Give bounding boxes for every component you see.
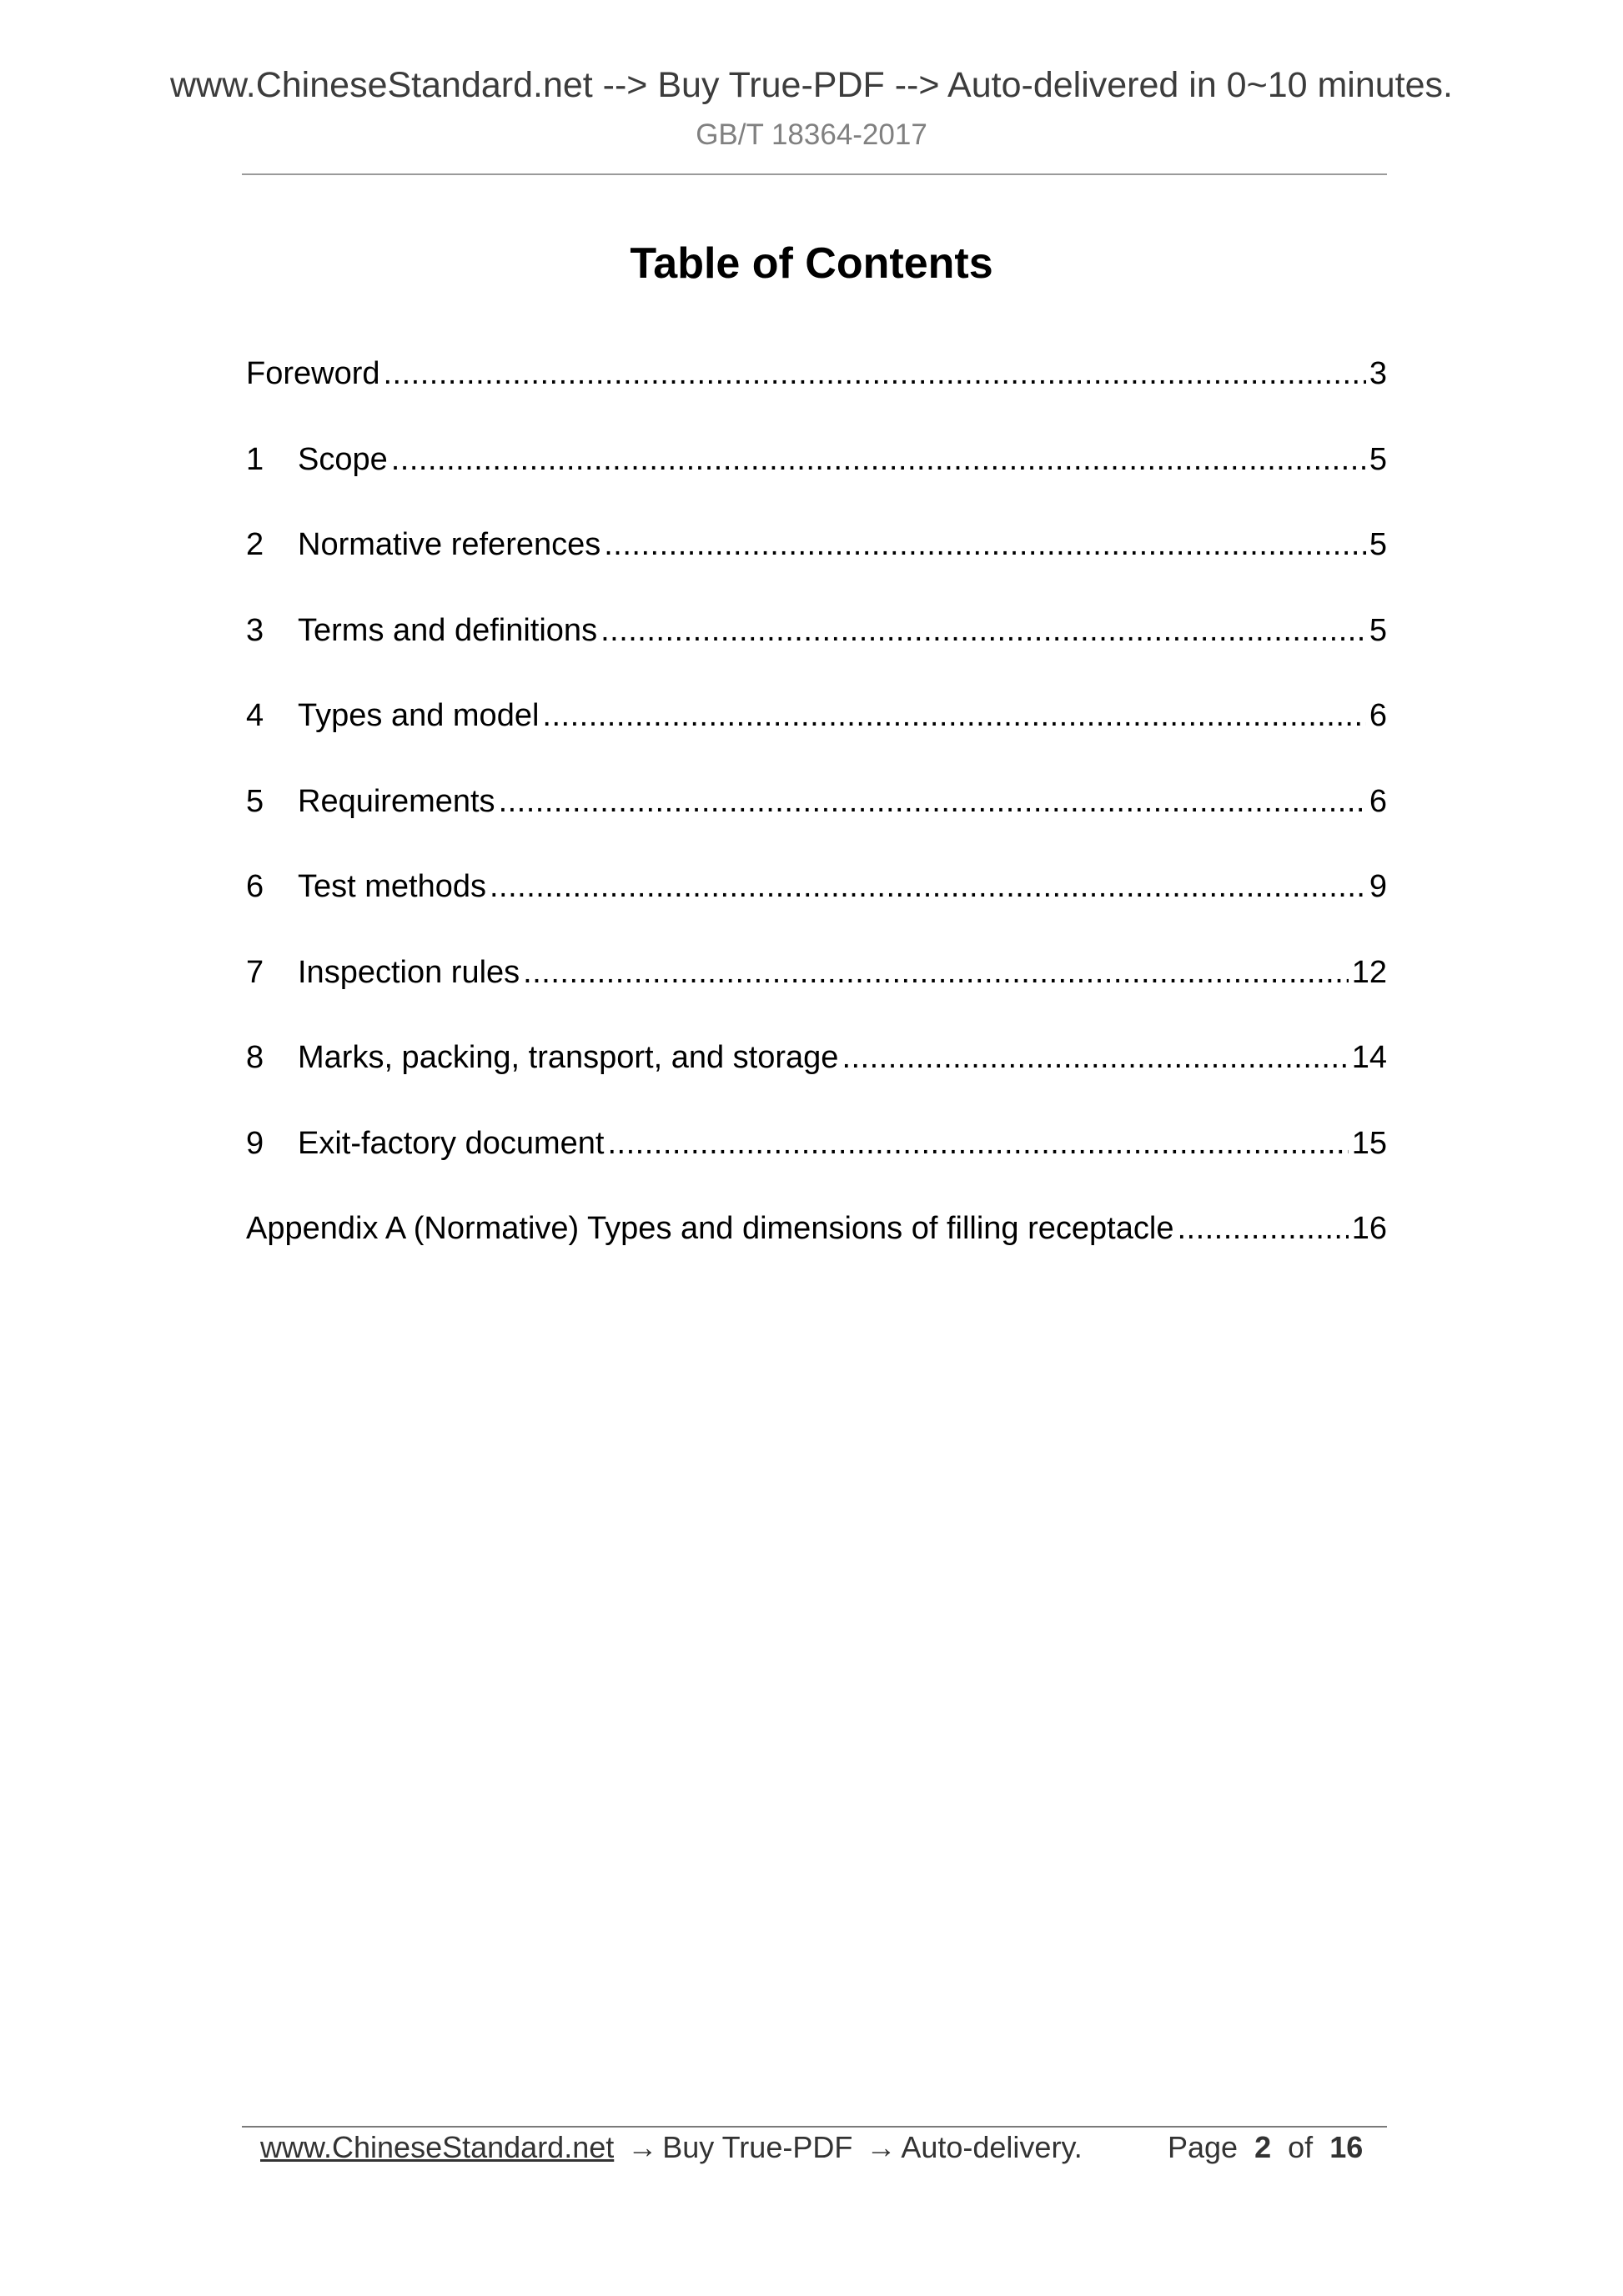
footer-site-link[interactable]: www.ChineseStandard.net <box>260 2130 615 2164</box>
toc-entry-types-and-model[interactable] <box>246 691 1387 776</box>
toc-dot-leader <box>499 776 1366 826</box>
toc-dot-leader <box>523 947 1349 997</box>
toc-label: Appendix A (Normative) Types and dimensions of filling receptacle <box>246 1211 1174 1246</box>
current-page-number: 2 <box>1254 2130 1272 2164</box>
toc-number: 3 <box>246 612 264 648</box>
toc-dot-leader <box>384 349 1366 399</box>
toc-dot-leader <box>607 1118 1348 1168</box>
toc-entry-inspection-rules[interactable] <box>246 947 1387 1033</box>
toc-number: 6 <box>246 869 264 904</box>
toc-label: Scope <box>298 441 388 477</box>
toc-number: 2 <box>246 527 264 562</box>
toc-label: Terms and definitions <box>298 612 598 648</box>
toc-label: Exit-factory document <box>298 1125 605 1161</box>
page-word: Page <box>1168 2130 1239 2164</box>
toc-label: Marks, packing, transport, and storage <box>298 1040 839 1075</box>
toc-dot-leader <box>604 520 1366 570</box>
toc-page-number: 5 <box>1369 527 1387 562</box>
toc-dot-leader <box>1177 1203 1348 1254</box>
standard-id: GB/T 18364-2017 <box>696 118 927 151</box>
toc-page-number: 6 <box>1369 783 1387 819</box>
footer-divider <box>242 2126 1387 2128</box>
toc-page-number: 16 <box>1351 1211 1387 1246</box>
toc-label: Test methods <box>298 869 486 904</box>
toc-number: 1 <box>246 441 264 477</box>
toc-number: 9 <box>246 1125 264 1161</box>
of-word: of <box>1288 2130 1314 2164</box>
toc-dot-leader <box>600 605 1366 656</box>
toc-number: 7 <box>246 954 264 990</box>
toc-label: Types and model <box>298 698 540 733</box>
footer-promo <box>260 2130 1083 2165</box>
toc-number: 8 <box>246 1040 264 1075</box>
toc-entry-terms-and-definitions[interactable] <box>246 605 1387 691</box>
total-pages-number: 16 <box>1329 2130 1364 2164</box>
toc-label: Requirements <box>298 783 495 819</box>
header-divider <box>242 173 1387 175</box>
page-indicator <box>1168 2130 1363 2165</box>
toc-page-number: 12 <box>1351 954 1387 990</box>
toc-entry-marks-packing-transport-storage[interactable] <box>246 1032 1387 1118</box>
toc-dot-leader <box>842 1032 1348 1083</box>
toc-number: 5 <box>246 783 264 819</box>
toc-entry-foreword[interactable] <box>246 349 1387 435</box>
toc-page-number: 14 <box>1351 1040 1387 1075</box>
header-banner: www.ChineseStandard.net --> Buy True-PDF --> Auto-delivered in 0~10 minutes. <box>169 65 1453 105</box>
arrow-right-icon: → <box>627 2130 658 2164</box>
toc-entry-exit-factory-document[interactable] <box>246 1118 1387 1204</box>
toc-page-number: 9 <box>1369 869 1387 904</box>
footer-delivery-text: Auto-delivery. <box>901 2130 1083 2164</box>
toc-number: 4 <box>246 698 264 733</box>
toc-label: Inspection rules <box>298 954 520 990</box>
toc-entry-test-methods[interactable] <box>246 862 1387 947</box>
toc-entry-appendix-a[interactable] <box>246 1203 1387 1289</box>
toc-page-number: 6 <box>1369 698 1387 733</box>
toc-page-number: 3 <box>1369 356 1387 391</box>
toc-page-number: 15 <box>1351 1125 1387 1161</box>
toc-label: Normative references <box>298 527 601 562</box>
toc-dot-leader <box>391 435 1366 485</box>
toc-label: Foreword <box>246 356 380 391</box>
toc-page-number: 5 <box>1369 612 1387 648</box>
page-title: Table of Contents <box>630 239 993 288</box>
toc-entry-normative-references[interactable] <box>246 520 1387 605</box>
arrow-right-icon: → <box>866 2130 897 2164</box>
toc-dot-leader <box>490 862 1366 912</box>
toc-page-number: 5 <box>1369 441 1387 477</box>
toc-dot-leader <box>542 691 1365 741</box>
toc-entry-scope[interactable] <box>246 435 1387 520</box>
footer-buy-text: Buy True-PDF <box>662 2130 853 2164</box>
toc-list <box>246 349 1387 1289</box>
toc-entry-requirements[interactable] <box>246 776 1387 862</box>
